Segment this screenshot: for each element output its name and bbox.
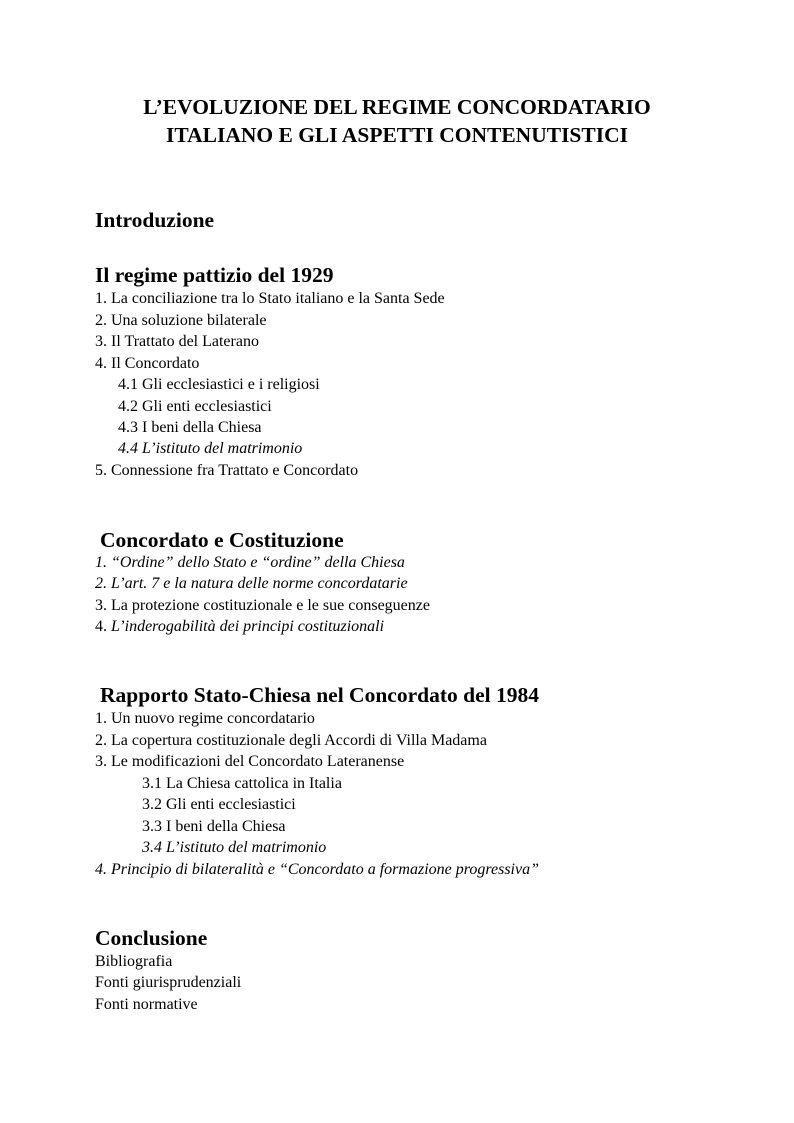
- toc-item: Bibliografia: [95, 953, 173, 970]
- toc-item: 3. Il Trattato del Laterano: [95, 333, 259, 350]
- toc-subitem: 3.4 L’istituto del matrimonio: [142, 839, 327, 856]
- title-line-2: ITALIANO E GLI ASPETTI CONTENUTISTICI: [166, 123, 628, 147]
- toc-item-text: L’inderogabilità dei principi costituzionali: [111, 618, 385, 635]
- toc-item: 1. Un nuovo regime concordatario: [95, 710, 315, 727]
- toc-item: 3. La protezione costituzionale e le sue conseguenze: [95, 597, 430, 614]
- toc-item: 1. La conciliazione tra lo Stato italiano e la Santa Sede: [95, 290, 445, 307]
- toc-subitem: 3.3 I beni della Chiesa: [142, 818, 286, 835]
- toc-subitem: 4.3 I beni della Chiesa: [118, 419, 262, 436]
- toc-subitem: 4.2 Gli enti ecclesiastici: [118, 398, 272, 415]
- toc-item: [95, 617, 384, 637]
- toc-subitem: 4.1 Gli ecclesiastici e i religiosi: [118, 376, 320, 393]
- toc-item-number: 4.: [95, 618, 107, 635]
- section-heading-conclusione: Conclusione: [95, 926, 208, 950]
- section-heading-regime-pattizio: Il regime pattizio del 1929: [95, 263, 334, 287]
- toc-subitem: 3.2 Gli enti ecclesiastici: [142, 796, 296, 813]
- title-line-1: L’EVOLUZIONE DEL REGIME CONCORDATARIO: [143, 95, 651, 119]
- toc-item: 2. L’art. 7 e la natura delle norme concordatarie: [95, 575, 408, 592]
- section-heading-rapporto-1984: Rapporto Stato-Chiesa nel Concordato del 1984: [100, 683, 539, 707]
- toc-subitem: 3.1 La Chiesa cattolica in Italia: [142, 775, 342, 792]
- section-heading-introduzione: Introduzione: [95, 208, 215, 232]
- section-heading-concordato-costituzione: Concordato e Costituzione: [100, 528, 344, 552]
- toc-item: Fonti normative: [95, 996, 198, 1013]
- toc-item: 1. “Ordine” dello Stato e “ordine” della Chiesa: [95, 554, 405, 571]
- toc-subitem: 4.4 L’istituto del matrimonio: [118, 440, 303, 457]
- toc-item: 4. Principio di bilateralità e “Concordato a formazione progressiva”: [95, 861, 539, 878]
- toc-item: 3. Le modificazioni del Concordato Lateranense: [95, 753, 405, 770]
- toc-item: 2. La copertura costituzionale degli Accordi di Villa Madama: [95, 732, 487, 749]
- document-title: [0, 93, 794, 149]
- toc-item: 2. Una soluzione bilaterale: [95, 312, 267, 329]
- toc-item: 4. Il Concordato: [95, 355, 200, 372]
- toc-item: 5. Connessione fra Trattato e Concordato: [95, 462, 359, 479]
- toc-item: Fonti giurisprudenziali: [95, 974, 242, 991]
